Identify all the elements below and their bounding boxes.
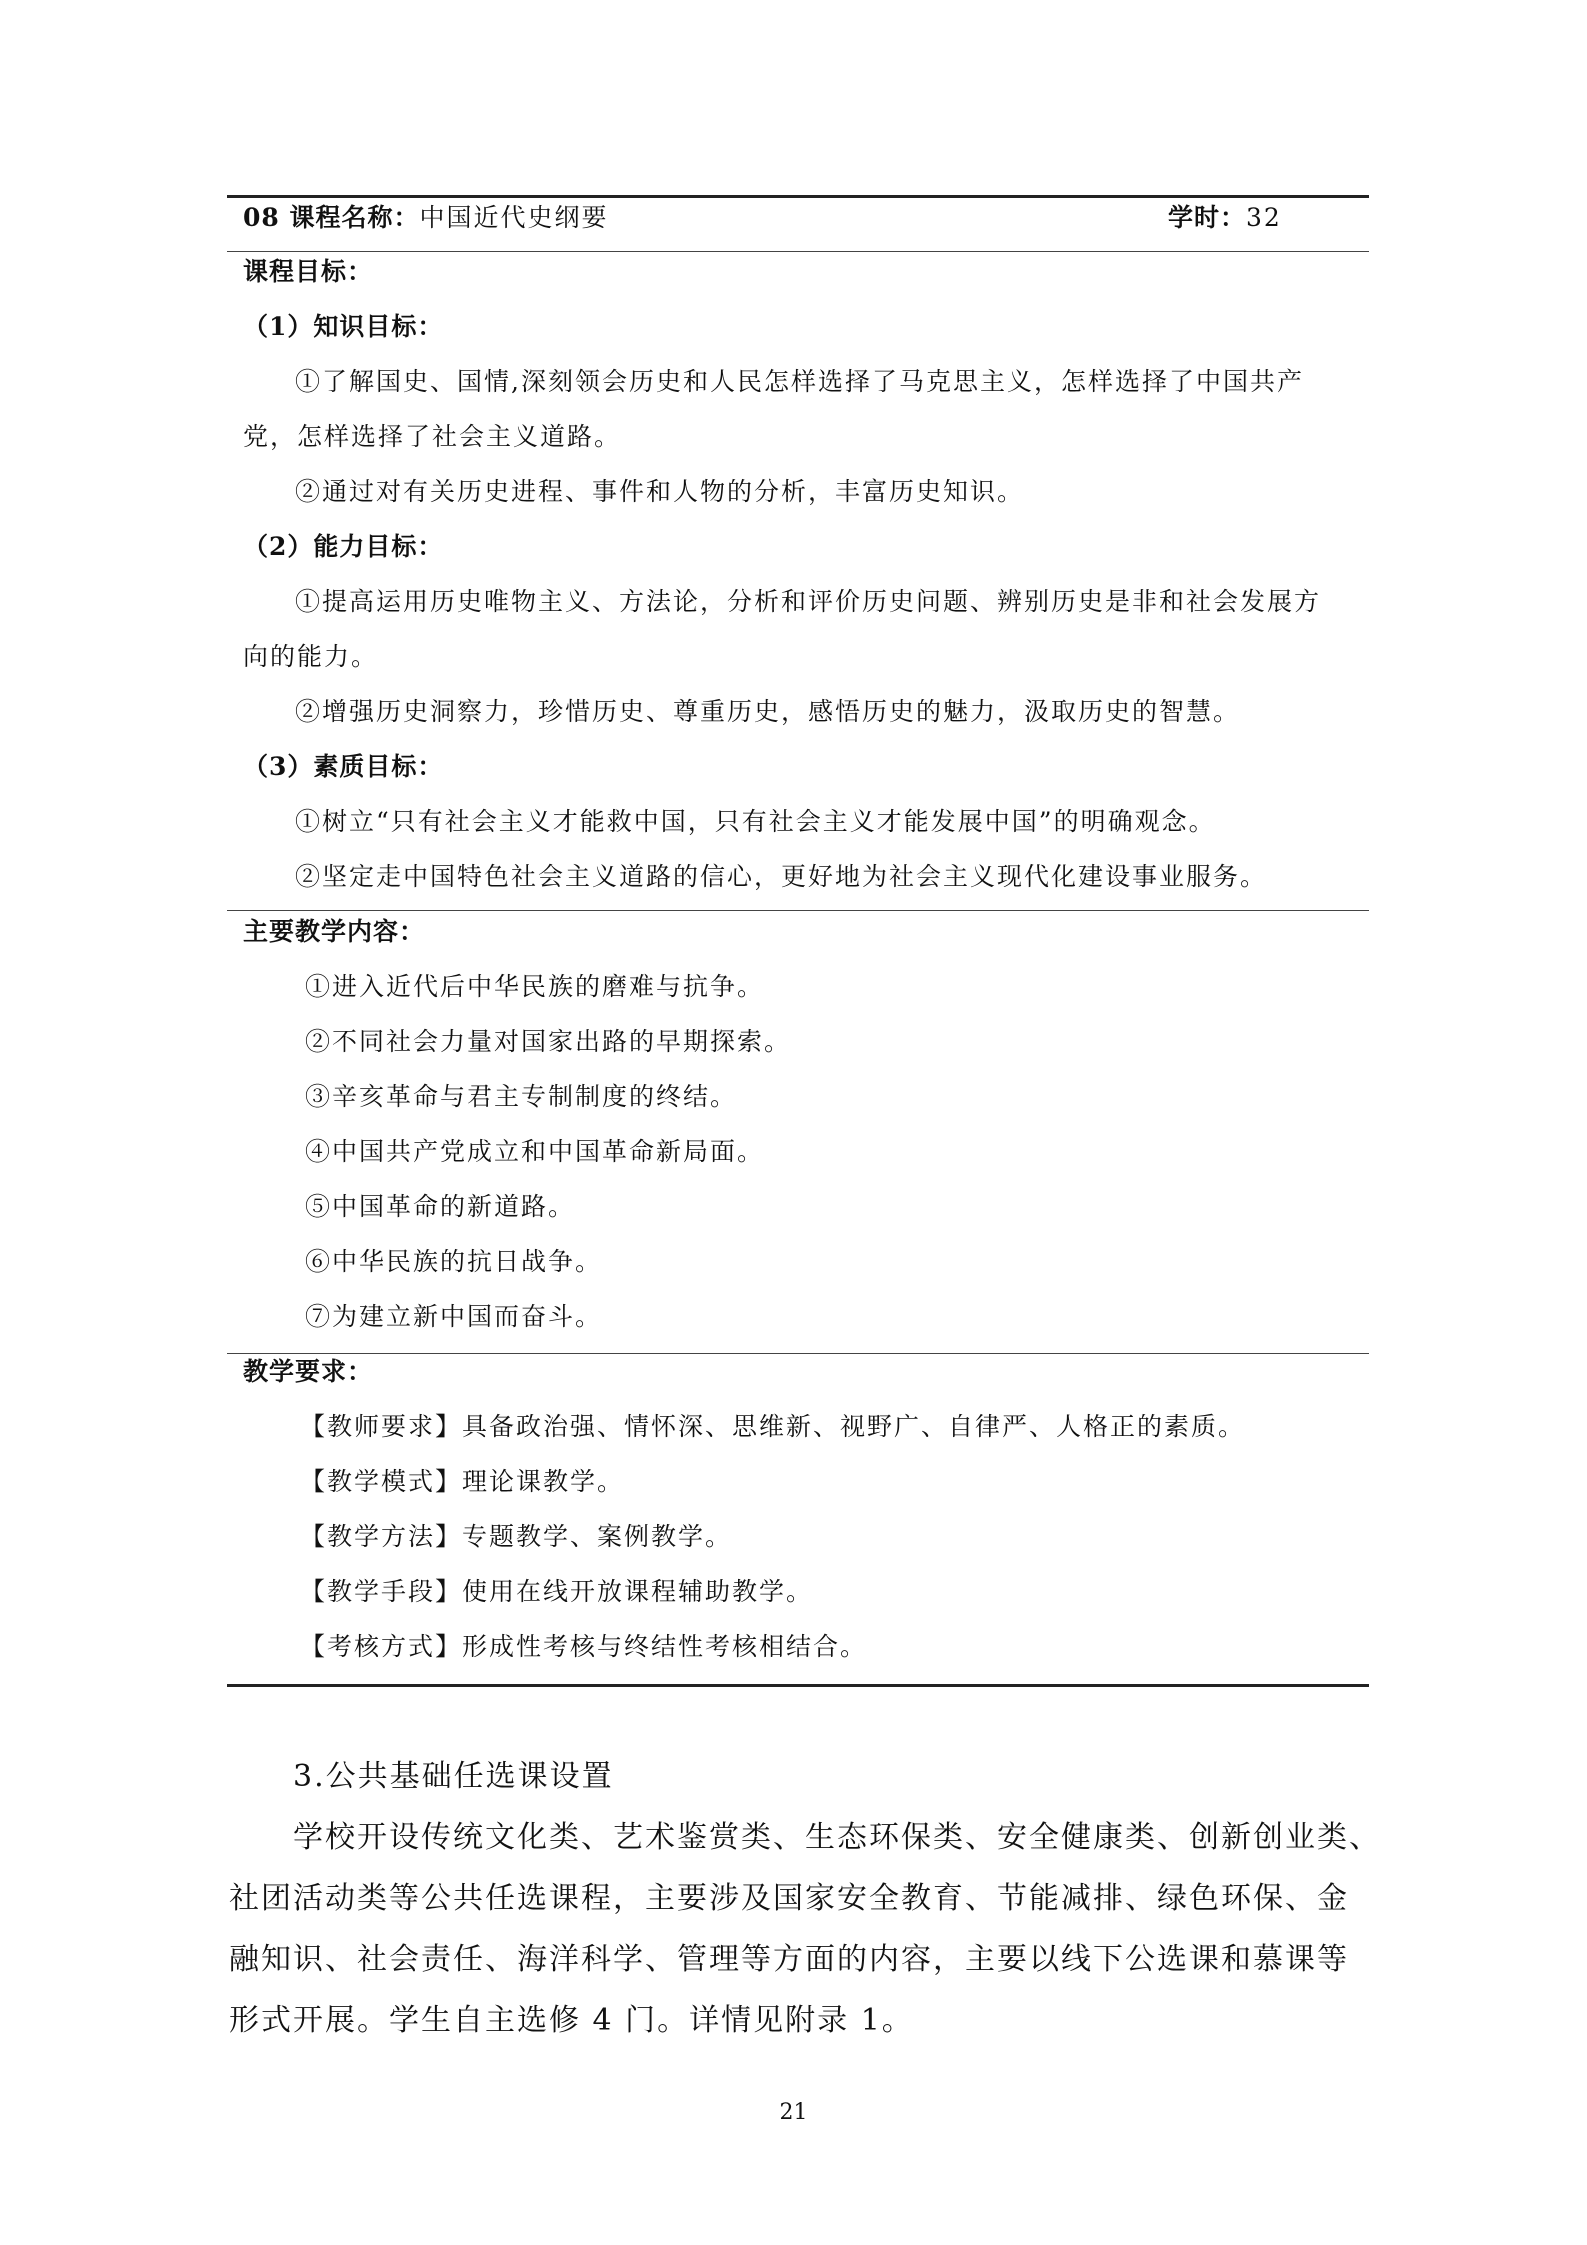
hours-value: 32 bbox=[1246, 203, 1282, 232]
section-3-paragraph-line: 学校开设传统文化类、艺术鉴赏类、生态环保类、安全健康类、创新创业类、 bbox=[293, 1820, 1381, 1855]
objectives-heading: 课程目标： bbox=[243, 257, 374, 286]
requirements-heading: 教学要求： bbox=[243, 1357, 374, 1386]
knowledge-item-2: ②通过对有关历史进程、事件和人物的分析，丰富历史知识。 bbox=[295, 477, 1025, 506]
section-3-title: 3.公共基础任选课设置 bbox=[293, 1759, 614, 1794]
requirement-item: 【考核方式】形成性考核与终结性考核相结合。 bbox=[300, 1632, 868, 1661]
hours-label: 学时： bbox=[1168, 203, 1247, 232]
content-rule bbox=[227, 1353, 1369, 1354]
objectives-rule bbox=[227, 910, 1369, 911]
content-item: ③辛亥革命与君主专制制度的终结。 bbox=[305, 1082, 738, 1111]
content-item: ①进入近代后中华民族的磨难与抗争。 bbox=[305, 972, 765, 1001]
ability-heading: （2）能力目标： bbox=[243, 532, 444, 561]
knowledge-item-1-line-2: 党，怎样选择了社会主义道路。 bbox=[243, 422, 622, 451]
course-name: 中国近代史纲要 bbox=[419, 203, 609, 232]
section-3-paragraph-line: 形式开展。学生自主选修 4 门。详情见附录 1。 bbox=[229, 2003, 914, 2038]
ability-item-1-line-1: ①提高运用历史唯物主义、方法论，分析和评价历史问题、辨别历史是非和社会发展方 bbox=[295, 587, 1322, 616]
quality-heading: （3）素质目标： bbox=[243, 752, 444, 781]
ability-item-2: ②增强历史洞察力，珍惜历史、尊重历史，感悟历史的魅力，汲取历史的智慧。 bbox=[295, 697, 1241, 726]
course-hours bbox=[1168, 202, 1282, 234]
requirement-item: 【教学模式】理论课教学。 bbox=[300, 1467, 625, 1496]
requirement-item: 【教学方法】专题教学、案例教学。 bbox=[300, 1522, 733, 1551]
content-heading: 主要教学内容： bbox=[243, 917, 426, 946]
requirement-item: 【教师要求】具备政治强、情怀深、思维新、视野广、自律严、人格正的素质。 bbox=[300, 1412, 1246, 1441]
quality-item-1: ①树立“只有社会主义才能救中国，只有社会主义才能发展中国”的明确观念。 bbox=[295, 807, 1216, 836]
section-3-paragraph-line: 融知识、社会责任、海洋科学、管理等方面的内容，主要以线下公选课和慕课等 bbox=[229, 1942, 1349, 1977]
section-3-paragraph-line: 社团活动类等公共任选课程，主要涉及国家安全教育、节能减排、绿色环保、金 bbox=[229, 1881, 1349, 1916]
quality-item-2: ②坚定走中国特色社会主义道路的信心，更好地为社会主义现代化建设事业服务。 bbox=[295, 862, 1268, 891]
table-top-rule bbox=[227, 195, 1369, 198]
requirement-item: 【教学手段】使用在线开放课程辅助教学。 bbox=[300, 1577, 814, 1606]
course-header-row bbox=[243, 202, 609, 234]
knowledge-item-1-line-1: ①了解国史、国情,深刻领会历史和人民怎样选择了马克思主义，怎样选择了中国共产 bbox=[295, 367, 1304, 396]
table-bottom-rule bbox=[227, 1684, 1369, 1687]
content-item: ⑥中华民族的抗日战争。 bbox=[305, 1247, 603, 1276]
page-number: 21 bbox=[779, 2100, 808, 2125]
header-row-rule bbox=[227, 251, 1369, 252]
content-item: ⑦为建立新中国而奋斗。 bbox=[305, 1302, 603, 1331]
content-item: ⑤中国革命的新道路。 bbox=[305, 1192, 576, 1221]
ability-item-1-line-2: 向的能力。 bbox=[243, 642, 379, 671]
content-item: ②不同社会力量对国家出路的早期探索。 bbox=[305, 1027, 792, 1056]
content-item: ④中国共产党成立和中国革命新局面。 bbox=[305, 1137, 765, 1166]
knowledge-heading: （1）知识目标： bbox=[243, 312, 444, 341]
course-number-label: 08 课程名称： bbox=[243, 203, 420, 232]
